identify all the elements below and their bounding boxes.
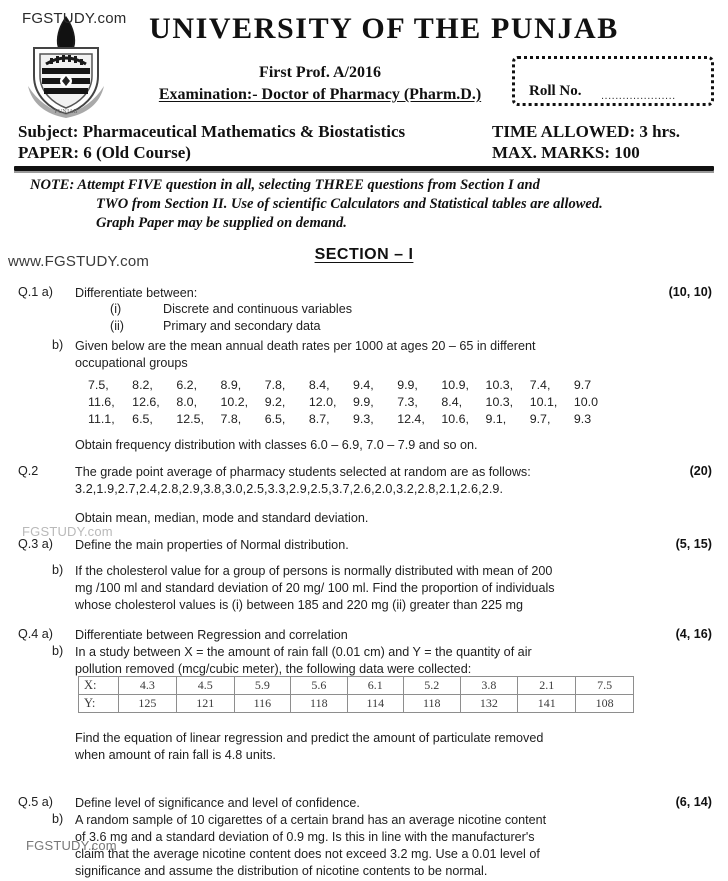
section-title: SECTION – I bbox=[314, 246, 414, 263]
question-5-number: Q.5 a) bbox=[18, 795, 53, 809]
question-1b-closing: Obtain frequency distribution with classes 6.0 – 6.9, 7.0 – 7.9 and so on. bbox=[75, 438, 478, 452]
question-5b-label: b) bbox=[52, 812, 64, 826]
table-row-x bbox=[79, 677, 634, 695]
cell: 12.0, bbox=[308, 395, 337, 409]
roll-no-label: Roll No. bbox=[529, 83, 582, 99]
cell: 10.3, bbox=[485, 378, 514, 392]
question-4b-line-1: In a study between X = the amount of rain fall (0.01 cm) and Y = the quantity of air bbox=[75, 645, 532, 659]
cell: 9.9, bbox=[397, 378, 418, 392]
y-cell: 118 bbox=[291, 695, 347, 713]
y-cell: 116 bbox=[234, 695, 290, 713]
question-4a-text: Differentiate between Regression and correlation bbox=[75, 628, 348, 642]
y-cell: 125 bbox=[119, 695, 177, 713]
exam-session: First Prof. A/2016 bbox=[259, 64, 381, 81]
question-4b-line-2: pollution removed (mcg/cubic meter), the following data were collected: bbox=[75, 662, 472, 676]
cell: 9.7 bbox=[573, 378, 592, 392]
cell: 6.2, bbox=[176, 378, 198, 392]
x-label: X: bbox=[79, 677, 119, 695]
x-cell: 5.9 bbox=[234, 677, 290, 695]
question-2-values: 3.2,1.9,2.7,2.4,2.8,2.9,3.8,3.0,2.5,3.3,2.9,2.5,3.7,2.6,2.0,3.2,2.8,2.1,2.6,2.9. bbox=[75, 482, 504, 496]
svg-text:PUNJAB: PUNJAB bbox=[54, 109, 78, 115]
cell: 11.1, bbox=[88, 412, 115, 426]
roll-no-box bbox=[512, 56, 714, 106]
cell: 8.4, bbox=[441, 395, 463, 409]
question-2-line-1: The grade point average of pharmacy students selected at random are as follows: bbox=[75, 465, 531, 479]
question-5b-line-1: A random sample of 10 cigarettes of a certain brand has an average nicotine content bbox=[75, 813, 547, 827]
watermark-middle: FGSTUDY.com bbox=[22, 524, 113, 539]
cell: 7.3, bbox=[397, 395, 418, 409]
roll-no-dots: ..................... bbox=[601, 90, 676, 102]
cell: 12.5, bbox=[176, 412, 204, 426]
death-rate-row-3 bbox=[88, 412, 618, 426]
cell: 9.4, bbox=[353, 378, 374, 392]
x-cell: 5.6 bbox=[291, 677, 347, 695]
question-3-marks: (5, 15) bbox=[675, 537, 712, 551]
note-line-1: Attempt FIVE question in all, selecting THREE questions from Section I and bbox=[77, 177, 540, 193]
x-cell: 3.8 bbox=[460, 677, 518, 695]
roman-numeral-i: (i) bbox=[110, 302, 122, 316]
cell: 8.9, bbox=[220, 378, 242, 392]
cell: 10.9, bbox=[441, 378, 469, 392]
cell: 9.1, bbox=[485, 412, 507, 426]
table-row-y bbox=[79, 695, 634, 713]
header-divider bbox=[14, 166, 714, 171]
x-cell: 2.1 bbox=[518, 677, 576, 695]
watermark-section: www.FGSTUDY.com bbox=[8, 253, 150, 270]
question-3b-line-3: whose cholesterol values is (i) between 185 and 220 mg (ii) greater than 225 mg bbox=[75, 598, 524, 612]
question-2-closing: Obtain mean, median, mode and standard deviation. bbox=[75, 511, 369, 525]
question-4b-closing-2: when amount of rain fall is 4.8 units. bbox=[75, 748, 276, 762]
question-2-number: Q.2 bbox=[18, 464, 39, 478]
y-cell: 118 bbox=[404, 695, 460, 713]
y-cell: 132 bbox=[460, 695, 518, 713]
cell: 11.6, bbox=[88, 395, 115, 409]
cell: 8.7, bbox=[308, 412, 330, 426]
question-4-number: Q.4 a) bbox=[18, 627, 53, 641]
y-cell: 114 bbox=[347, 695, 403, 713]
cell: 12.6, bbox=[132, 395, 160, 409]
question-5b-line-3: claim that the average nicotine content does not exceed 3.2 mg. Use a 0.01 level of bbox=[75, 847, 540, 861]
cell: 9.9, bbox=[353, 395, 374, 409]
cell: 8.0, bbox=[176, 395, 198, 409]
question-5b-line-4: significance and assume the distribution of nicotine contents to be normal. bbox=[75, 864, 488, 878]
paper-line: PAPER: 6 (Old Course) bbox=[18, 143, 191, 162]
cell: 10.2, bbox=[220, 395, 249, 409]
cell: 12.4, bbox=[397, 412, 425, 426]
question-1b-line-2: occupational groups bbox=[75, 356, 188, 370]
question-4b-label: b) bbox=[52, 644, 64, 658]
note-label: NOTE: bbox=[30, 177, 75, 193]
roman-text-ii: Primary and secondary data bbox=[163, 319, 321, 333]
question-1-marks: (10, 10) bbox=[668, 285, 712, 299]
question-1b-line-1: Given below are the mean annual death rates per 1000 at ages 20 – 65 in different bbox=[75, 339, 536, 353]
y-label: Y: bbox=[79, 695, 119, 713]
cell: 8.2, bbox=[132, 378, 153, 392]
cell: 10.1, bbox=[529, 395, 558, 409]
cell: 6.5, bbox=[264, 412, 286, 426]
cell: 9.7, bbox=[529, 412, 551, 426]
y-cell: 141 bbox=[518, 695, 576, 713]
question-1a-text: Differentiate between: bbox=[75, 286, 198, 300]
cell: 10.0 bbox=[573, 395, 599, 409]
cell: 7.8, bbox=[220, 412, 242, 426]
question-5b-line-2: of 3.6 mg and a standard deviation of 0.9 mg. Is this in line with the manufacturer's bbox=[75, 830, 535, 844]
question-3a-text: Define the main properties of Normal distribution. bbox=[75, 538, 349, 552]
question-3b-line-1: If the cholesterol value for a group of persons is normally distributed with mean of 200 bbox=[75, 564, 553, 578]
watermark-top: FGSTUDY.com bbox=[22, 10, 127, 27]
y-cell: 121 bbox=[176, 695, 234, 713]
question-1b-label: b) bbox=[52, 338, 64, 352]
examination-line: Examination:- Doctor of Pharmacy (Pharm.D.) bbox=[158, 86, 482, 103]
regression-data-table bbox=[78, 676, 634, 713]
cell: 6.5, bbox=[132, 412, 153, 426]
time-allowed: TIME ALLOWED: 3 hrs. bbox=[492, 122, 680, 141]
note-line-2: TWO from Section II. Use of scientific Calculators and Statistical tables are allowed. bbox=[96, 196, 603, 212]
note-block bbox=[30, 176, 700, 233]
cell: 7.8, bbox=[264, 378, 286, 392]
cell: 9.2, bbox=[264, 395, 286, 409]
question-3b-line-2: mg /100 ml and standard deviation of 20 mg/ 100 ml. Find the proportion of individuals bbox=[75, 581, 555, 595]
x-cell: 6.1 bbox=[347, 677, 403, 695]
death-rate-row-1 bbox=[88, 378, 618, 392]
question-1-number: Q.1 a) bbox=[18, 285, 53, 299]
note-line-3: Graph Paper may be supplied on demand. bbox=[96, 215, 347, 231]
watermark-bottom: FGSTUDY.com bbox=[26, 838, 117, 853]
x-cell: 5.2 bbox=[404, 677, 460, 695]
cell: 7.5, bbox=[88, 378, 109, 392]
question-3-number: Q.3 a) bbox=[18, 537, 53, 551]
death-rate-row-2 bbox=[88, 395, 618, 409]
question-5-marks: (6, 14) bbox=[675, 795, 712, 809]
y-cell: 108 bbox=[576, 695, 634, 713]
cell: 7.4, bbox=[529, 378, 551, 392]
question-4b-closing-1: Find the equation of linear regression and predict the amount of particulate removed bbox=[75, 731, 544, 745]
x-cell: 4.5 bbox=[176, 677, 234, 695]
subject-line: Subject: Pharmaceutical Mathematics & Biostatistics bbox=[18, 122, 406, 141]
cell: 8.4, bbox=[308, 378, 330, 392]
question-4-marks: (4, 16) bbox=[675, 627, 712, 641]
cell: 9.3, bbox=[353, 412, 374, 426]
x-cell: 4.3 bbox=[119, 677, 177, 695]
question-2-marks: (20) bbox=[689, 464, 712, 478]
max-marks: MAX. MARKS: 100 bbox=[492, 143, 640, 162]
cell: 9.3 bbox=[573, 412, 592, 426]
cell: 10.6, bbox=[441, 412, 469, 426]
university-title: UNIVERSITY OF THE PUNJAB bbox=[149, 12, 619, 45]
question-3b-label: b) bbox=[52, 563, 64, 577]
x-cell: 7.5 bbox=[576, 677, 634, 695]
roman-numeral-ii: (ii) bbox=[110, 319, 124, 333]
roman-text-i: Discrete and continuous variables bbox=[163, 302, 353, 316]
question-5a-text: Define level of significance and level of confidence. bbox=[75, 796, 360, 810]
cell: 10.3, bbox=[485, 395, 514, 409]
